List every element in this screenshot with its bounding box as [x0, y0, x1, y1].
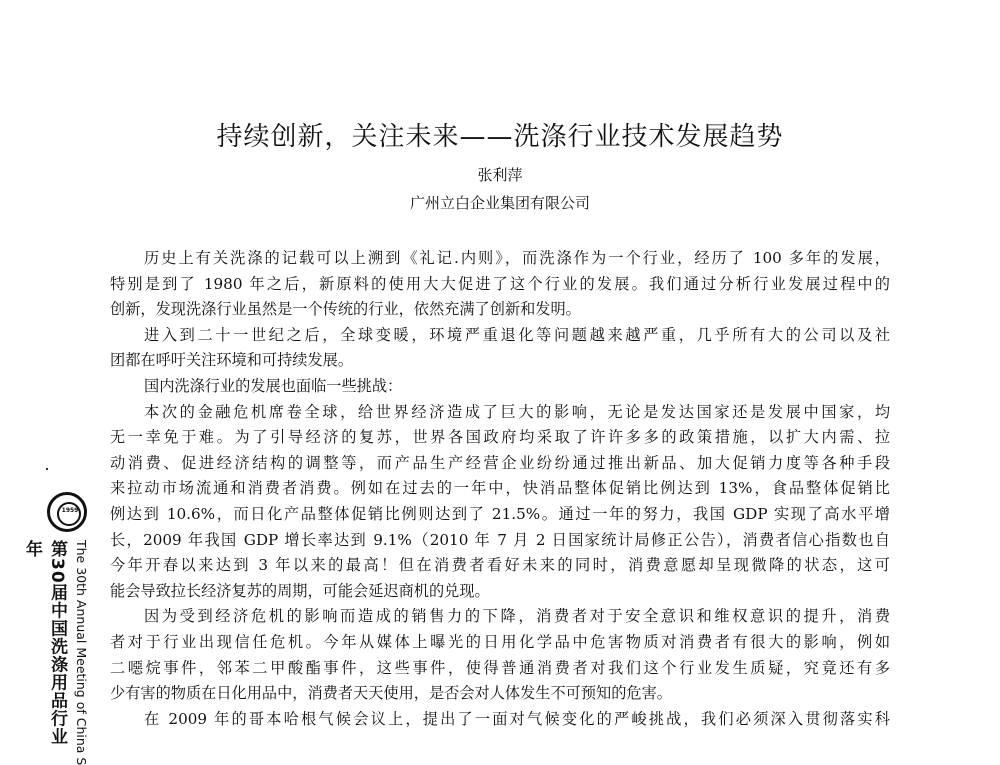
margin-dot: [46, 468, 48, 470]
body-line: 二噁烷事件，邻苯二甲酸酯事件，这些事件，使得普通消费者对我们这个行业发生质疑，究竟还有多: [110, 658, 890, 677]
paper-title: 持续创新，关注未来——洗涤行业技术发展趋势: [216, 122, 784, 152]
sidebar-chinese-text: 第30届中国洗涤用品行业年: [22, 540, 67, 746]
body-line: 特别是到了 1980 年之后，新原料的使用大大促进了这个行业的发展。我们通过分析行业发展过程中的: [110, 274, 890, 293]
body-line: 历史上有关洗涤的记载可以上溯到《礼记.内则》，而洗涤作为一个行业，经历了 100 多年的发展，: [144, 249, 890, 267]
body-line: 少有害的物质在日化用品中，消费者天天使用，是否会对人体发生不可预知的危害。: [110, 684, 672, 703]
body-line: 进入到二十一世纪之后，全球变暖，环境严重退化等问题越来越严重，几乎所有大的公司以及社: [144, 325, 890, 344]
body-line: 能会导致拉长经济复苏的周期，可能会延迟商机的兑现。: [110, 581, 490, 600]
body-line: 长，2009 年我国 GDP 增长率达到 9.1%（2010 年 7 月 2 日国家统计局修正公告），消费者信心指数也自: [110, 530, 890, 549]
body-line: 动消费、促进经济结构的调整等，而产品生产经营企业纷纷通过推出新品、加大促销力度等各种手段: [110, 453, 890, 472]
body-line: 本次的金融危机席卷全球，给世界经济造成了巨大的影响，无论是发达国家还是发展中国家，均: [144, 402, 890, 421]
conference-sidebar: [22, 492, 96, 765]
sidebar-english-text: The 30th Annual Meeting of China S: [74, 540, 89, 765]
body-line: 无一幸免于难。为了引导经济的复苏，世界各国政府均采取了许许多多的政策措施，以扩大内需、拉: [110, 428, 890, 447]
body-line: 团都在呼吁关注环境和可持续发展。: [110, 351, 353, 370]
body-line: 创新，发现洗涤行业虽然是一个传统的行业，依然充满了创新和发明。: [110, 300, 581, 319]
author-organization: 广州立白企业集团有限公司: [409, 194, 590, 212]
body-line: 例达到 10.6%，而日化产品整体促销比例则达到了 21.5%。通过一年的努力，我国 GDP 实现了高水平增: [110, 504, 890, 523]
body-line: 今年开春以来达到 3 年以来的最高！但在消费者看好未来的同时，消费意愿却呈现微降的状态，这可: [110, 556, 890, 575]
conference-logo-icon: [47, 492, 87, 532]
body-line: 因为受到经济危机的影响而造成的销售力的下降，消费者对于安全意识和维权意识的提升，消费: [144, 607, 890, 626]
author-name: 张利萍: [477, 166, 523, 184]
body-line: 来拉动市场流通和消费者消费。例如在过去的一年中，快消品整体促销比例达到 13%，食品整体促销比: [110, 479, 890, 498]
body-line: 国内洗涤行业的发展也面临一些挑战：: [144, 376, 403, 395]
body-line: 在 2009 年的哥本哈根气候会议上，提出了一面对气候变化的严峻挑战，我们必须深入贯彻落实科: [144, 709, 890, 728]
logo-year: 1959: [61, 507, 79, 514]
body-line: 者对于行业出现信任危机。今年从媒体上曝光的日用化学品中危害物质对消费者有很大的影响，例如: [110, 632, 890, 651]
paper-body: [110, 246, 890, 732]
